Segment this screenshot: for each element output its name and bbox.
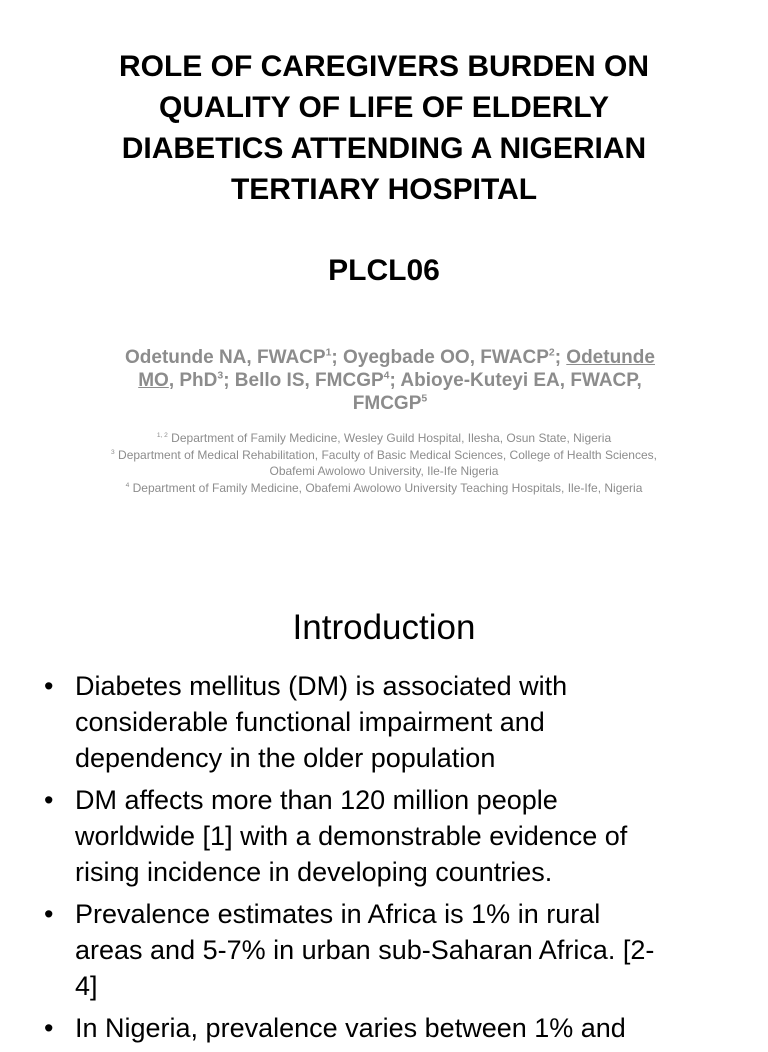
affiliation-list xyxy=(40,430,728,496)
affiliation-marker: 5 xyxy=(421,393,428,405)
affiliation-text: Department of Medical Rehabilitation, Faculty of Basic Medical Sciences, College of Health Sciences, xyxy=(114,447,657,462)
affiliation-text: Department of Family Medicine, Obafemi Awolowo University Teaching Hospitals, Ile-Ife, Nigeria xyxy=(129,480,643,495)
underlined-author: MO xyxy=(138,370,169,391)
bullet-text-line: considerable functional impairment and xyxy=(75,707,545,737)
bullet-text-line: worldwide [1] with a demonstrable evidence of xyxy=(75,821,628,851)
affiliation-marker: 1, 2 xyxy=(156,432,168,439)
title-line: TERTIARY HOSPITAL xyxy=(230,173,538,206)
bullet-text-line: rising incidence in developing countries. xyxy=(75,857,553,887)
affiliation-marker: 4 xyxy=(125,481,130,489)
underlined-author: Odetunde xyxy=(566,347,655,368)
affiliation-text: Obafemi Awolowo University, Ile-Ife Nigeria xyxy=(269,464,499,478)
bullet-text-line: areas and 5-7% in urban sub-Saharan Africa. [2- xyxy=(75,935,655,965)
author-line xyxy=(60,346,720,369)
affiliation-text: Department of Family Medicine, Wesley Guild Hospital, Ilesha, Osun State, Nigeria xyxy=(167,431,612,445)
introduction-slide xyxy=(0,560,768,1043)
author-line xyxy=(60,392,720,415)
slide-heading: Introduction xyxy=(292,608,476,647)
bullet-text-line: In Nigeria, prevalence varies between 1% and xyxy=(75,1013,626,1043)
bullet-item xyxy=(44,668,744,776)
author-text: ; xyxy=(554,347,567,368)
title-line: QUALITY OF LIFE OF ELDERLY xyxy=(158,91,610,124)
bullet-text-line: Prevalence estimates in Africa is 1% in rural xyxy=(75,899,601,929)
bullet-list xyxy=(44,668,744,1052)
presentation-title xyxy=(40,46,728,210)
author-text: ; Bello IS, FMCGP xyxy=(223,370,384,391)
affiliation-line xyxy=(40,430,728,447)
affiliation-marker: 1 xyxy=(325,347,332,359)
author-text: ; Oyegbade OO, FWACP xyxy=(331,347,549,368)
affiliation-marker: 4 xyxy=(383,370,390,382)
abstract-code: PLCL06 xyxy=(328,254,440,287)
author-text: Odetunde NA, FWACP xyxy=(125,347,326,368)
bullet-dot-icon: • xyxy=(44,785,54,815)
bullet-item xyxy=(44,1010,744,1046)
title-line: ROLE OF CAREGIVERS BURDEN ON xyxy=(118,50,650,83)
affiliation-line xyxy=(40,463,728,480)
affiliation-marker: 2 xyxy=(548,347,555,359)
bullet-item xyxy=(44,782,744,890)
author-text: ; Abioye-Kuteyi EA, FWACP, xyxy=(389,370,642,391)
affiliation-marker: 3 xyxy=(111,448,115,456)
bullet-text-line: dependency in the older population xyxy=(75,743,496,773)
affiliation-marker: 3 xyxy=(217,370,224,382)
author-list xyxy=(60,346,720,415)
affiliation-line xyxy=(40,447,728,464)
bullet-text-line: Diabetes mellitus (DM) is associated with xyxy=(75,671,568,701)
bullet-dot-icon: • xyxy=(44,1013,54,1043)
title-line: DIABETICS ATTENDING A NIGERIAN xyxy=(121,132,647,165)
author-text: FMCGP xyxy=(352,393,422,414)
bullet-text-line: DM affects more than 120 million people xyxy=(75,785,558,815)
bullet-dot-icon: • xyxy=(44,899,54,929)
bullet-dot-icon: • xyxy=(44,671,54,701)
author-text: , PhD xyxy=(168,370,218,391)
author-line xyxy=(60,369,720,392)
affiliation-line xyxy=(40,480,728,497)
bullet-text-line: 4] xyxy=(75,971,98,1001)
bullet-item xyxy=(44,896,744,1004)
